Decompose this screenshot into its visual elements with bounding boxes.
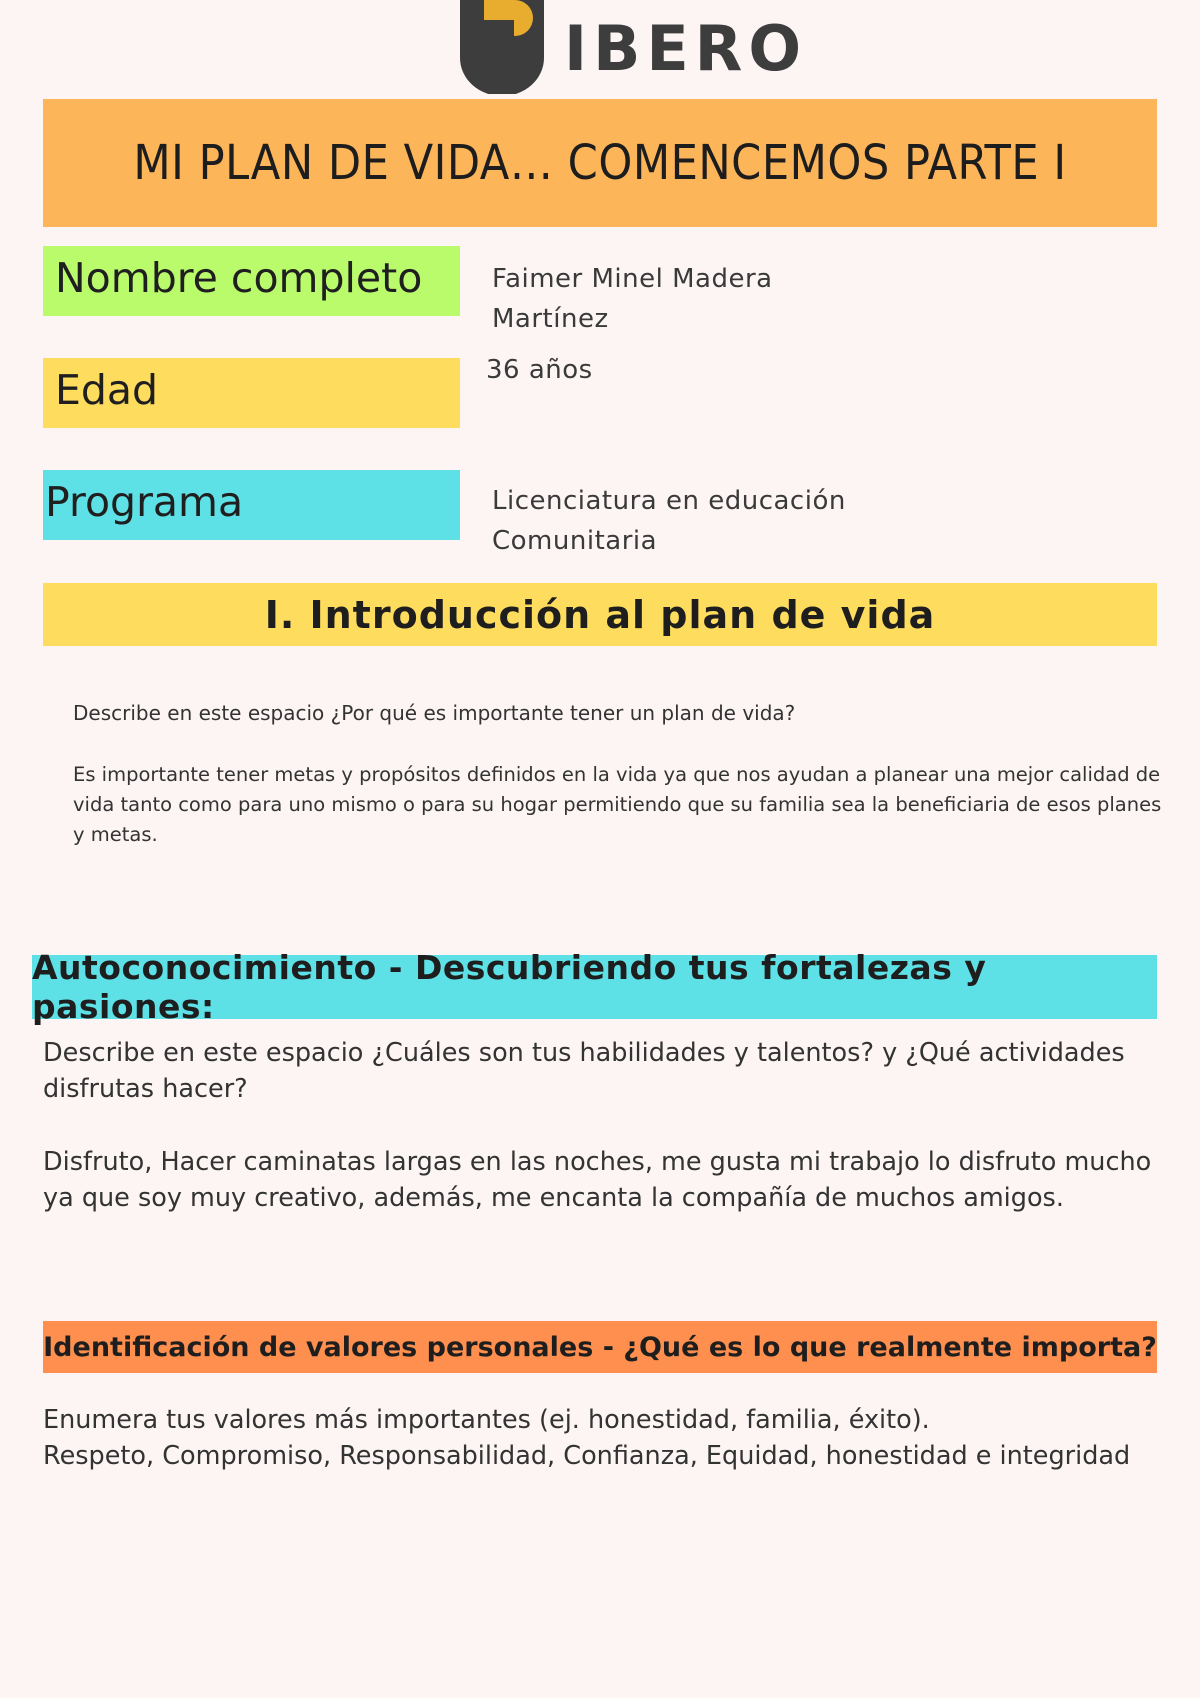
self-knowledge-heading: Autoconocimiento - Descubriendo tus fortalezas y pasiones: [32,948,987,1026]
self-knowledge-question: Describe en este espacio ¿Cuáles son tus habilidades y talentos? y ¿Qué actividades disfrutas hacer? [43,1038,1125,1104]
name-label: Nombre completo [55,254,423,302]
values-heading: Identificación de valores personales - ¿Qué es lo que realmente importa? [43,1331,1157,1363]
intro-section-banner [43,583,1157,646]
ibero-logo [458,0,808,96]
title-banner [43,99,1157,227]
values-question: Enumera tus valores más importantes (ej. honestidad, familia, éxito). [43,1405,930,1435]
age-label: Edad [55,366,159,414]
name-value: Faimer Minel Madera Martínez [492,264,773,334]
program-value: Licenciatura en educación Comunitaria [492,486,846,556]
program-label-box [43,470,460,540]
page-title: MI PLAN DE VIDA… COMENCEMOS PARTE I [133,135,1067,191]
age-label-box [43,358,460,428]
intro-question: Describe en este espacio ¿Por qué es importante tener un plan de vida? [73,701,796,725]
self-knowledge-answer: Disfruto, Hacer caminatas largas en las noches, me gusta mi trabajo lo disfruto mucho ya que soy muy creativo, además, me encanta la compañía de muchos amigos. [43,1147,1152,1213]
values-banner [43,1321,1157,1373]
self-knowledge-banner [32,948,1157,1026]
values-answer: Respeto, Compromiso, Responsabilidad, Confianza, Equidad, honestidad e integridad [43,1441,1131,1471]
name-label-box [43,246,460,316]
program-label: Programa [45,478,244,526]
logo-wordmark: IBERO [564,12,808,85]
intro-heading: I. Introducción al plan de vida [264,592,936,637]
ibero-logo-mark-icon [458,0,546,94]
intro-answer: Es importante tener metas y propósitos definidos en la vida ya que nos ayudan a planear una mejor calidad de vida tanto como para uno mismo o para su hogar permitiendo que su familia sea la beneficiaria de esos planes y metas. [73,763,1162,846]
age-value: 36 años [486,355,593,385]
values-block [43,1402,1153,1474]
